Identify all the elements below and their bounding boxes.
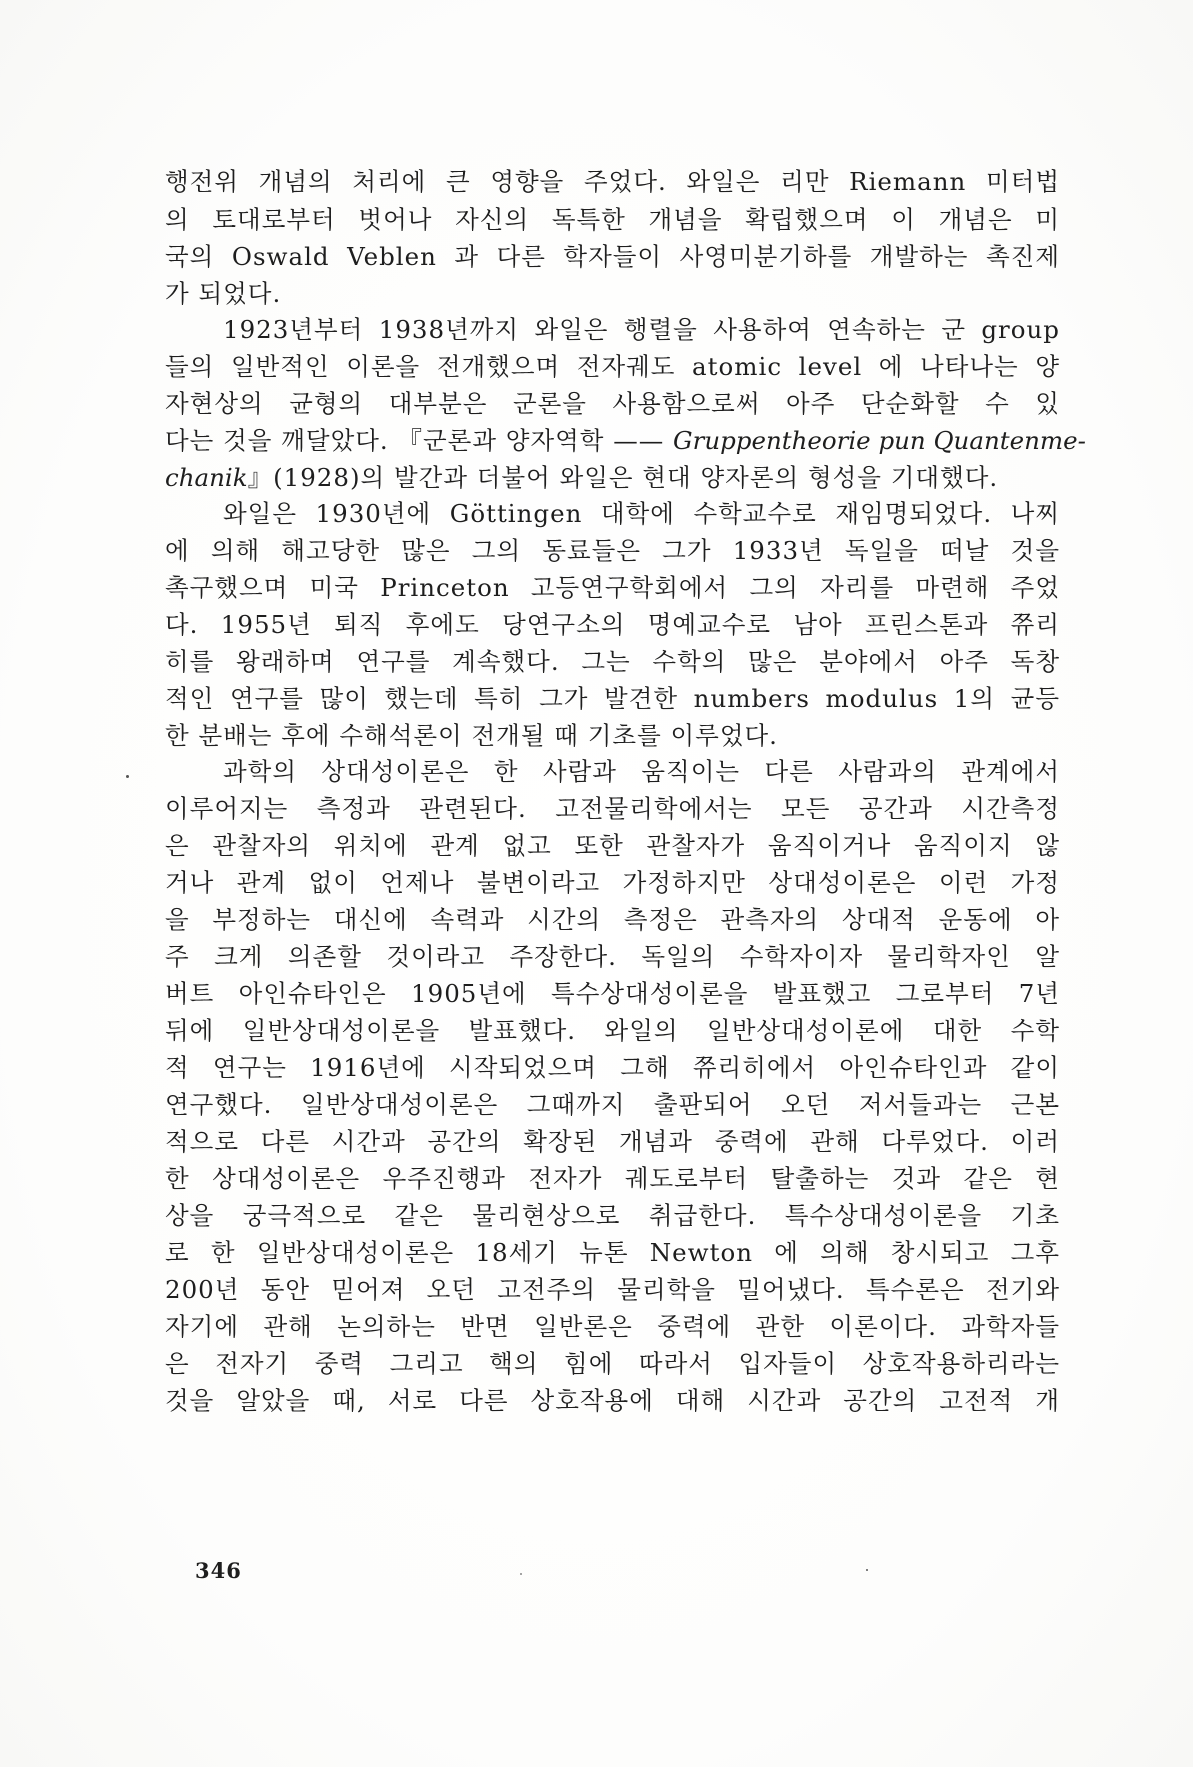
text-segment: 다는 것을 깨달았다. 『군론과 양자역학 —— [165, 426, 665, 455]
text-segment: (1928)의 발간과 더불어 와일은 현대 양자론의 형성을 기대했다. [273, 463, 999, 492]
text-line: 가 되었다. [165, 279, 282, 308]
text-line: 과학의 상대성이론은 한 사람과 움직이는 다른 사람과의 관계에서 [223, 757, 1060, 786]
page-number: 346 [195, 1558, 242, 1583]
text-line [165, 458, 1060, 498]
text-line: 자현상의 균형의 대부분은 군론을 사용함으로써 아주 단순화할 수 있 [165, 389, 1060, 418]
text-line: 은 전자기 중력 그리고 핵의 힘에 따라서 입자들이 상호작용하리라는 [165, 1349, 1060, 1378]
text-line: 상을 궁극적으로 같은 물리현상으로 취급한다. 특수상대성이론을 기초 [165, 1201, 1060, 1230]
text-line: 들의 일반적인 이론을 전개했으며 전자궤도 atomic level 에 나타나는 양 [165, 352, 1060, 381]
text-line: 주 크게 의존할 것이라고 주장한다. 독일의 수학자이자 물리학자인 알 [165, 942, 1060, 971]
text-line: 것을 알았을 때, 서로 다른 상호작용에 대해 시간과 공간의 고전적 개 [165, 1386, 1060, 1415]
scan-speck [866, 1569, 868, 1571]
text-line: 행전위 개념의 처리에 큰 영향을 주었다. 와일은 리만 Riemann 미터법 [165, 167, 1060, 196]
text-line [165, 421, 1086, 461]
text-line: 와일은 1930년에 Göttingen 대학에 수학교수로 재임명되었다. 나찌 [223, 499, 1060, 528]
title-close-bracket: 』 [247, 463, 274, 492]
text-line: 한 분배는 후에 수해석론이 전개될 때 기초를 이루었다. [165, 721, 778, 750]
italic-book-title: chanik [165, 463, 248, 492]
text-line: 은 관찰자의 위치에 관계 없고 또한 관찰자가 움직이거나 움직이지 않 [165, 831, 1060, 860]
italic-book-title: Gruppentheorie pun Quantenme- [673, 426, 1086, 455]
text-line: 한 상대성이론은 우주진행과 전자가 궤도로부터 탈출하는 것과 같은 현 [165, 1164, 1060, 1193]
text-line: 적 연구는 1916년에 시작되었으며 그해 쮸리히에서 아인슈타인과 같이 [165, 1053, 1060, 1082]
text-line: 촉구했으며 미국 Princeton 고등연구학회에서 그의 자리를 마련해 주었 [165, 573, 1060, 602]
text-line: 200년 동안 믿어져 오던 고전주의 물리학을 밀어냈다. 특수론은 전기와 [165, 1275, 1060, 1304]
text-line: 자기에 관해 논의하는 반면 일반론은 중력에 관한 이론이다. 과학자들 [165, 1312, 1060, 1341]
text-line: 적으로 다른 시간과 공간의 확장된 개념과 중력에 관해 다루었다. 이러 [165, 1127, 1060, 1156]
text-line: 1923년부터 1938년까지 와일은 행렬을 사용하여 연속하는 군 group [223, 315, 1060, 344]
text-line: 국의 Oswald Veblen 과 다른 학자들이 사영미분기하를 개발하는 촉진제 [165, 242, 1060, 271]
text-line: 이루어지는 측정과 관련된다. 고전물리학에서는 모든 공간과 시간측정 [165, 794, 1060, 823]
scan-speck [126, 775, 129, 778]
text-line: 히를 왕래하며 연구를 계속했다. 그는 수학의 많은 분야에서 아주 독창 [165, 647, 1060, 676]
text-line: 의 토대로부터 벗어나 자신의 독특한 개념을 확립했으며 이 개념은 미 [165, 205, 1060, 234]
text-line: 거나 관계 없이 언제나 불변이라고 가정하지만 상대성이론은 이런 가정 [165, 868, 1060, 897]
text-line: 버트 아인슈타인은 1905년에 특수상대성이론을 발표했고 그로부터 7년 [165, 979, 1060, 1008]
text-line: 에 의해 해고당한 많은 그의 동료들은 그가 1933년 독일을 떠날 것을 [165, 536, 1060, 565]
scan-speck [520, 1573, 522, 1575]
text-line: 다. 1955년 퇴직 후에도 당연구소의 명예교수로 남아 프린스톤과 쮸리 [165, 610, 1060, 639]
text-line: 뒤에 일반상대성이론을 발표했다. 와일의 일반상대성이론에 대한 수학 [165, 1016, 1060, 1045]
text-line: 로 한 일반상대성이론은 18세기 뉴톤 Newton 에 의해 창시되고 그후 [165, 1238, 1060, 1267]
text-line: 을 부정하는 대신에 속력과 시간의 측정은 관측자의 상대적 운동에 아 [165, 905, 1060, 934]
text-line: 적인 연구를 많이 했는데 특히 그가 발견한 numbers modulus 1의 균등 [165, 684, 1060, 713]
text-line: 연구했다. 일반상대성이론은 그때까지 출판되어 오던 저서들과는 근본 [165, 1090, 1060, 1119]
